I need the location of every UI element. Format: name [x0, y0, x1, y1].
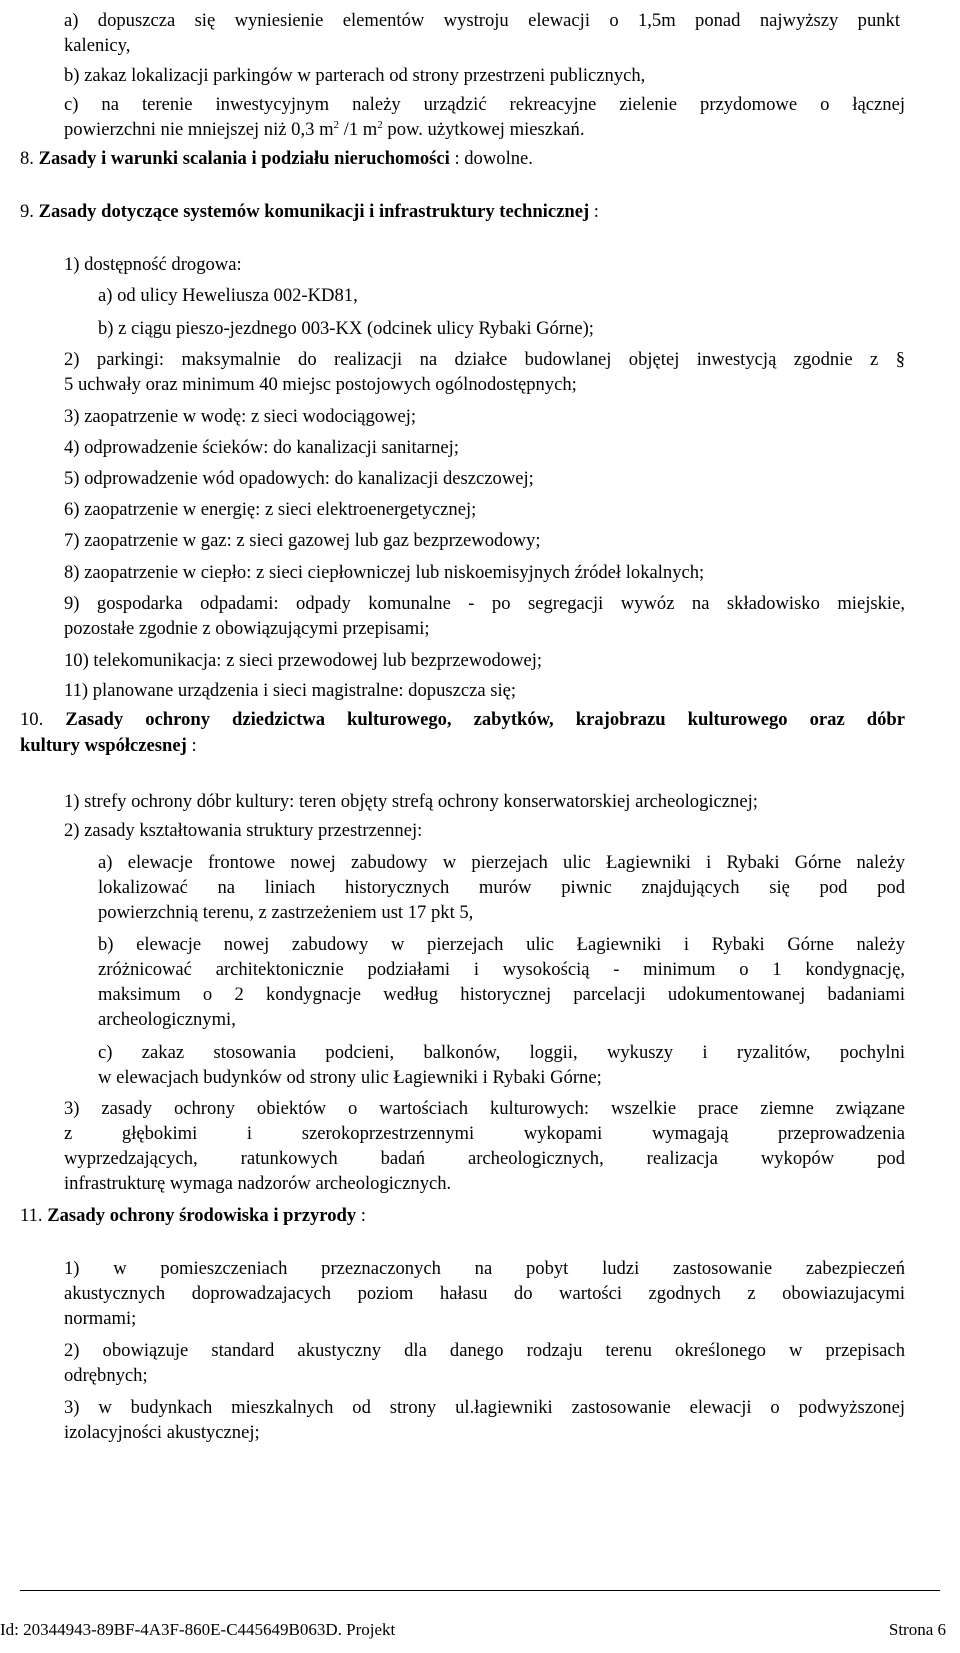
list-item: 2) parkingi: maksymalnie do realizacji na działce budowlanej objętej inwestycją zgodnie z § [64, 349, 905, 370]
list-item-continued: maksimum o 2 kondygnacje według historycznej parcelacji udokumentowanej badaniami [98, 984, 905, 1005]
section-heading-8: 8. Zasady i warunki scalania i podziału nieruchomości : dowolne. [20, 148, 533, 169]
text-line: b) zakaz lokalizacji parkingów w parterach od strony przestrzeni publicznych, [64, 65, 646, 86]
list-item: 7) zaopatrzenie w gaz: z sieci gazowej lub gaz bezprzewodowy; [64, 530, 541, 551]
footer-document-id: Id: 20344943-89BF-4A3F-860E-C445649B063D. Projekt [0, 1620, 396, 1639]
list-item: b) z ciągu pieszo-jezdnego 003-KX (odcinek ulicy Rybaki Górne); [98, 318, 594, 339]
list-item: 2) obowiązuje standard akustyczny dla danego rodzaju terenu określonego w przepisach [64, 1340, 905, 1361]
list-item-continued: odrębnych; [64, 1365, 148, 1386]
list-item: 1) w pomieszczeniach przeznaczonych na pobyt ludzi zastosowanie zabezpieczeń [64, 1258, 905, 1279]
list-item-continued: pozostałe zgodnie z obowiązującymi przepisami; [64, 618, 430, 639]
list-item-continued: izolacyjności akustycznej; [64, 1422, 260, 1443]
section-heading-11: 11. Zasady ochrony środowiska i przyrody : [20, 1205, 366, 1226]
list-item: c) zakaz stosowania podcieni, balkonów, loggii, wykuszy i ryzalitów, pochylni [98, 1042, 905, 1063]
footer-page-number: Strona 6 [888, 1620, 946, 1639]
list-item-continued: wyprzedzających, ratunkowych badań archeologicznych, realizacja wykopów pod [64, 1148, 905, 1169]
list-item-continued: 5 uchwały oraz minimum 40 miejsc postojowych ogólnodostępnych; [64, 374, 577, 395]
list-item-continued: z głębokimi i szerokoprzestrzennymi wykopami wymagają przeprowadzenia [64, 1123, 905, 1144]
list-item: 10) telekomunikacja: z sieci przewodowej lub bezprzewodowej; [64, 650, 543, 671]
list-item: 11) planowane urządzenia i sieci magistralne: dopuszcza się; [64, 680, 517, 701]
list-item: a) elewacje frontowe nowej zabudowy w pierzejach ulic Łagiewniki i Rybaki Górne należy [98, 852, 905, 873]
list-item: 1) strefy ochrony dóbr kultury: teren objęty strefą ochrony konserwatorskiej archeologicznej; [64, 791, 758, 812]
list-item-continued: zróżnicować architektonicznie podziałami i wysokością - minimum o 1 kondygnację, [98, 959, 905, 980]
list-item: 5) odprowadzenie wód opadowych: do kanalizacji deszczowej; [64, 468, 534, 489]
list-item: 6) zaopatrzenie w energię: z sieci elektroenergetycznej; [64, 499, 477, 520]
list-item: 2) zasady kształtowania struktury przestrzennej: [64, 820, 423, 841]
section-heading-10: 10. Zasady ochrony dziedzictwa kulturowego, zabytków, krajobrazu kulturowego oraz dóbr [20, 709, 906, 730]
list-item: 4) odprowadzenie ścieków: do kanalizacji sanitarnej; [64, 437, 459, 458]
list-item-continued: akustycznych doprowadzajacych poziom hałasu do wartości zgodnych z obowiazujacymi [64, 1283, 905, 1304]
list-item: 3) w budynkach mieszkalnych od strony ul.łagiewniki zastosowanie elewacji o podwyższonej [64, 1397, 905, 1418]
list-item-continued: w elewacjach budynków od strony ulic Łagiewniki i Rybaki Górne; [98, 1067, 602, 1088]
list-item: 3) zaopatrzenie w wodę: z sieci wodociągowej; [64, 406, 417, 427]
list-item-continued: archeologicznymi, [98, 1009, 236, 1030]
section-heading-9: 9. Zasady dotyczące systemów komunikacji i infrastruktury technicznej : [20, 201, 599, 222]
list-item: 1) dostępność drogowa: [64, 254, 242, 275]
list-item: a) od ulicy Heweliusza 002-KD81, [98, 285, 358, 306]
list-item-continued: powierzchnią terenu, z zastrzeżeniem ust 17 pkt 5, [98, 902, 474, 923]
list-item: b) elewacje nowej zabudowy w pierzejach ulic Łagiewniki i Rybaki Górne należy [98, 934, 905, 955]
text-line: kalenicy, [64, 35, 131, 56]
text-line: a) dopuszcza się wyniesienie elementów wystroju elewacji o 1,5m ponad najwyższy punkt [64, 10, 900, 31]
text-line: powierzchni nie mniejszej niż 0,3 $m^2$ /1 $m^2$ pow. użytkowej mieszkań. [64, 119, 585, 140]
list-item-continued: lokalizować na liniach historycznych murów piwnic znajdujących się pod pod [98, 877, 905, 898]
list-item: 9) gospodarka odpadami: odpady komunalne - po segregacji wywóz na składowisko miejskie, [64, 593, 905, 614]
list-item-continued: normami; [64, 1308, 137, 1329]
text-line: c) na terenie inwestycyjnym należy urządzić rekreacyjne zielenie przydomowe o łącznej [64, 94, 905, 115]
section-heading-10-continued: kultury współczesnej : [20, 735, 197, 756]
footer-divider [20, 1590, 940, 1591]
list-item: 3) zasady ochrony obiektów o wartościach kulturowych: wszelkie prace ziemne związane [64, 1098, 905, 1119]
list-item: 8) zaopatrzenie w ciepło: z sieci ciepłowniczej lub niskoemisyjnych źródeł lokalnych; [64, 562, 705, 583]
list-item-continued: infrastrukturę wymaga nadzorów archeologicznych. [64, 1173, 452, 1194]
